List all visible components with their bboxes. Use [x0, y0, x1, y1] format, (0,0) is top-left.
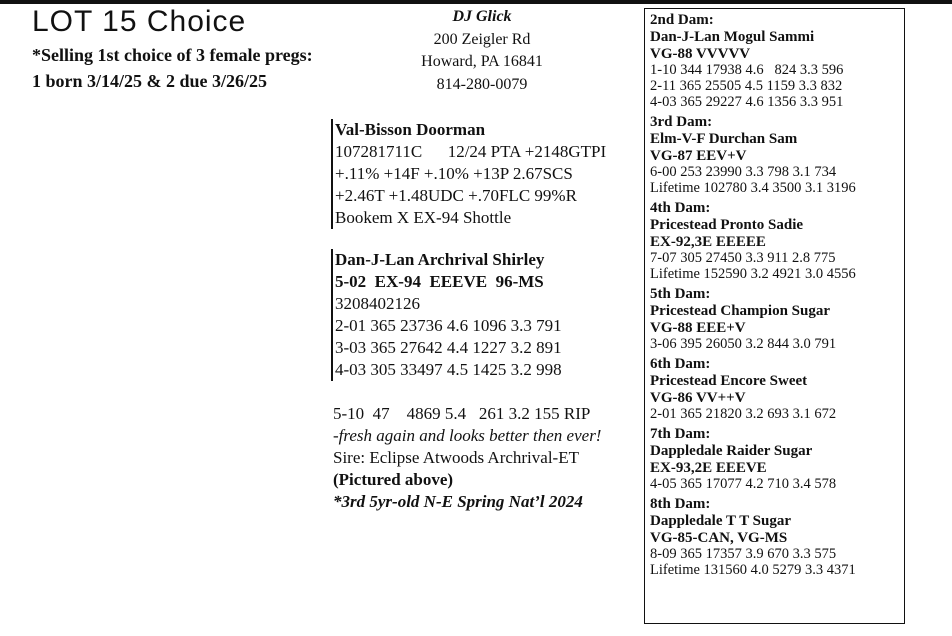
consignor-name: DJ Glick: [452, 8, 512, 25]
generation-label: 6th Dam:: [650, 356, 711, 372]
dam-ancestor-name: Dan-J-Lan Mogul Sammi: [650, 29, 815, 45]
lot-description: [32, 42, 313, 94]
dam-ancestor-score: EX-93,2E EEEVE: [650, 460, 767, 476]
award-note: *3rd 5yr-old N-E Spring Nat’l 2024: [333, 492, 583, 511]
generation-label: 8th Dam:: [650, 496, 711, 512]
production-record: Lifetime 131560 4.0 5279 3.3 4371: [650, 562, 856, 578]
production-record: 1-10 344 17938 4.6 824 3.3 596: [650, 62, 844, 78]
lot-selling-line: *Selling 1st choice of 3 female pregs:: [32, 45, 313, 65]
dam-record: 5-10 47 4869 5.4 261 3.2 155 RIP: [333, 404, 591, 423]
dam-registration: 3208402126: [335, 294, 420, 313]
dam-ancestor-score: VG-87 EEV+V: [650, 148, 747, 164]
pedigree-generation: [650, 425, 904, 492]
production-record: 4-03 365 29227 4.6 1356 3.3 951: [650, 94, 844, 110]
dam-record: 3-03 365 27642 4.4 1227 3.2 891: [335, 338, 562, 357]
lot-title: LOT 15 Choice: [32, 5, 247, 38]
production-record: 2-11 365 25505 4.5 1159 3.3 832: [650, 78, 843, 94]
dam-ancestor-score: VG-88 EEE+V: [650, 320, 746, 336]
generation-label: 3rd Dam:: [650, 114, 713, 130]
generation-label: 4th Dam:: [650, 200, 711, 216]
dam-ancestor-name: Dappledale Raider Sugar: [650, 443, 813, 459]
consignor-city: Howard, PA 16841: [421, 53, 543, 70]
consignor-info: [402, 6, 562, 96]
pictured-note: (Pictured above): [333, 470, 454, 489]
dam-ancestor-name: Elm-V-F Durchan Sam: [650, 131, 798, 147]
production-record: 6-00 253 23990 3.3 798 3.1 734: [650, 164, 837, 180]
generation-label: 5th Dam:: [650, 286, 711, 302]
pedigree-generation: [650, 285, 904, 352]
dam-ancestor-name: Pricestead Pronto Sadie: [650, 217, 804, 233]
dam-score: 5-02 EX-94 EEEVE 96-MS: [335, 272, 544, 291]
dam-note: -fresh again and looks better then ever!: [333, 426, 602, 445]
top-rule: [0, 0, 952, 4]
dam-record: 4-03 305 33497 4.5 1425 3.2 998: [335, 360, 562, 379]
production-record: 3-06 395 26050 3.2 844 3.0 791: [650, 336, 837, 352]
generation-label: 7th Dam:: [650, 426, 711, 442]
pedigree-generation: [650, 113, 904, 196]
production-record: 7-07 305 27450 3.3 911 2.8 775: [650, 250, 836, 266]
pedigree-generation: [650, 199, 904, 282]
dam-record: 2-01 365 23736 4.6 1096 3.3 791: [335, 316, 562, 335]
dam-ancestor-score: VG-85-CAN, VG-MS: [650, 530, 788, 546]
dam-sire-line: Sire: Eclipse Atwoods Archrival-ET: [333, 448, 579, 467]
consignor-phone: 814-280-0079: [436, 75, 528, 93]
dam-ancestor-name: Pricestead Encore Sweet: [650, 373, 808, 389]
sire-line: 107281711C 12/24 PTA +2148GTPI: [335, 142, 607, 161]
production-record: 4-05 365 17077 4.2 710 3.4 578: [650, 476, 837, 492]
pedigree-box: [644, 8, 905, 624]
dam-ancestor-name: Pricestead Champion Sugar: [650, 303, 830, 319]
dam-ancestor-score: VG-88 VVVVV: [650, 46, 751, 62]
sire-line: Bookem X EX-94 Shottle: [335, 208, 512, 227]
pedigree-generation: [650, 495, 904, 578]
sire-block: [331, 119, 606, 229]
sire-line: +.11% +14F +.10% +13P 2.67SCS: [335, 164, 573, 183]
pedigree-generation: [650, 355, 904, 422]
production-record: 8-09 365 17357 3.9 670 3.3 575: [650, 546, 837, 562]
production-record: 2-01 365 21820 3.2 693 3.1 672: [650, 406, 837, 422]
dam-details: [333, 403, 601, 513]
pedigree-generation: [650, 11, 904, 110]
sire-name: Val-Bisson Doorman: [335, 120, 486, 139]
dam-ancestor-score: EX-92,3E EEEEE: [650, 234, 766, 250]
production-record: Lifetime 102780 3.4 3500 3.1 3196: [650, 180, 856, 196]
consignor-street: 200 Zeigler Rd: [433, 30, 531, 48]
sire-line: +2.46T +1.48UDC +.70FLC 99%R: [335, 186, 577, 205]
dam-block: [331, 249, 562, 381]
lot-dates-line: 1 born 3/14/25 & 2 due 3/26/25: [32, 71, 268, 91]
dam-ancestor-score: VG-86 VV++V: [650, 390, 746, 406]
generation-label: 2nd Dam:: [650, 12, 714, 28]
production-record: Lifetime 152590 3.2 4921 3.0 4556: [650, 266, 856, 282]
dam-ancestor-name: Dappledale T T Sugar: [650, 513, 792, 529]
dam-name: Dan-J-Lan Archrival Shirley: [335, 250, 545, 269]
